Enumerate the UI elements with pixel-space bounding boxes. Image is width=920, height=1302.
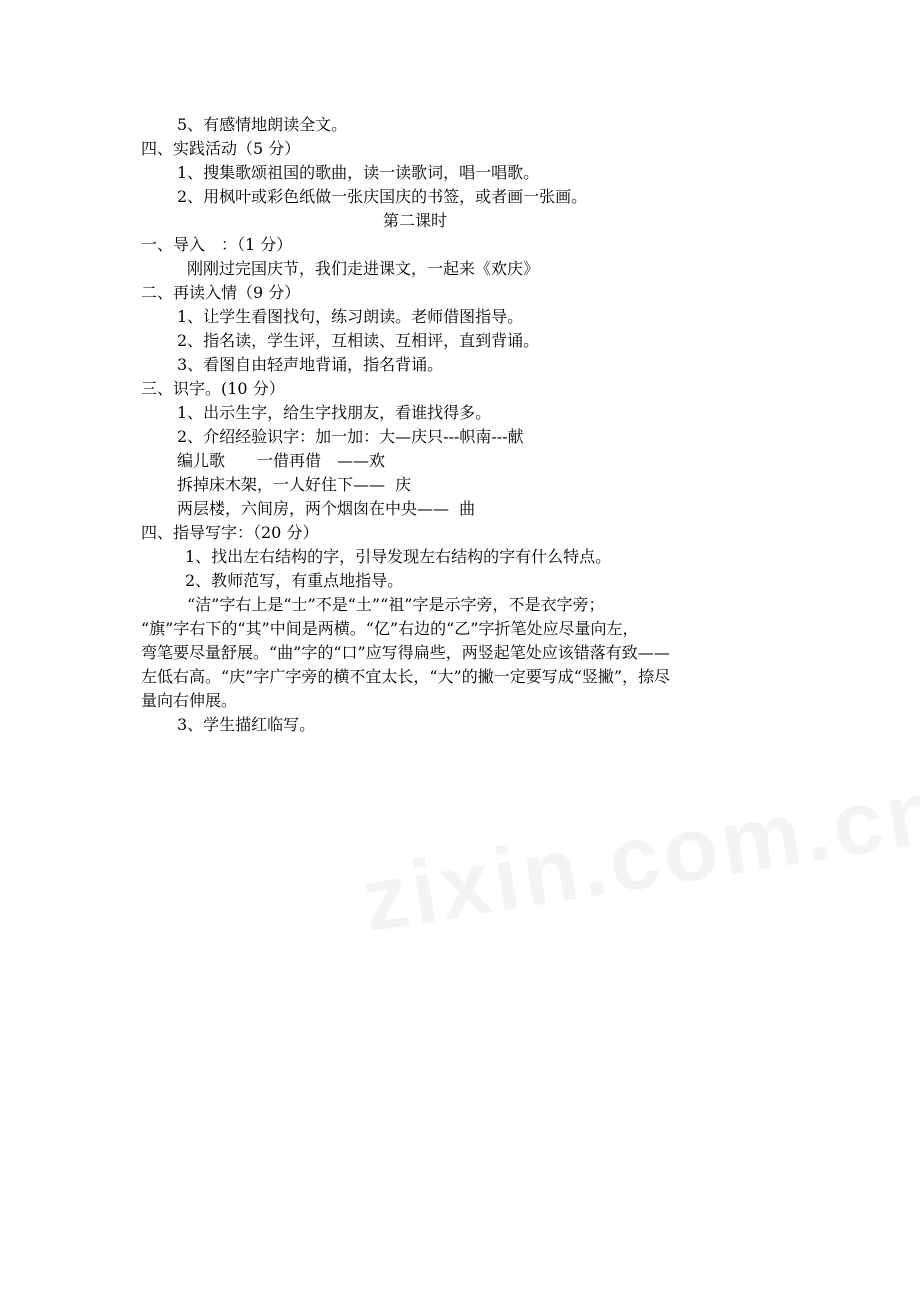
section-reread: 二、再读入情（9 分） — [141, 283, 301, 302]
literacy-item-2: 2、介绍经验识字：加一加：大—庆只---帜南---献 — [177, 427, 524, 446]
item-2-bookmark: 2、用枫叶或彩色纸做一张庆国庆的书签，或者画一张画。 — [177, 187, 588, 206]
writing-guidance-line-2: “旗”字右下的“其”中间是两横。“亿”右边的“乙”字折笔处应尽量向左， — [141, 619, 639, 638]
reread-item-1: 1、让学生看图找句，练习朗读。老师借图指导。 — [177, 307, 524, 326]
reread-item-3: 3、看图自由轻声地背诵，指名背诵。 — [177, 355, 444, 374]
writing-guidance-line-5: 量向右伸展。 — [141, 691, 238, 710]
rhyme-line-1: 编儿歌 一借再借 ——欢 — [177, 451, 386, 470]
writing-guidance-line-3: 弯笔要尽量舒展。“曲”字的“口”应写得扁些，两竖起笔处应该错落有致—— — [141, 643, 670, 662]
section-literacy: 三、识字。(10 分） — [141, 379, 285, 398]
writing-item-2: 2、教师范写，有重点地指导。 — [185, 571, 404, 590]
item-5-read-aloud: 5、有感情地朗读全文。 — [177, 115, 348, 134]
item-1-collect-songs: 1、搜集歌颂祖国的歌曲，读一读歌词，唱一唱歌。 — [177, 163, 540, 182]
lesson-heading: 第二课时 — [383, 211, 448, 230]
watermark — [356, 760, 920, 954]
rhyme-line-2: 拆掉床木架，一人好住下—— 庆 — [177, 475, 412, 494]
writing-guidance-line-1: “洁”字右上是“士”不是“土”“祖”字是示字旁，不是衣字旁； — [187, 595, 605, 614]
section-introduction: 一、导入 ：（1 分） — [141, 235, 293, 254]
writing-guidance-line-4: 左低右高。“庆”字广字旁的横不宜太长，“大”的撇一定要写成“竖撇”，捺尽 — [141, 667, 671, 686]
literacy-item-1: 1、出示生字，给生字找朋友，看谁找得多。 — [177, 403, 492, 422]
writing-item-1: 1、找出左右结构的字，引导发现左右结构的字有什么特点。 — [185, 547, 612, 566]
rhyme-line-3: 两层楼，六间房，两个烟囱在中央—— 曲 — [177, 499, 476, 518]
section-practice-activity: 四、实践活动（5 分） — [141, 139, 301, 158]
intro-text: 刚刚过完国庆节，我们走进课文，一起来《欢庆》 — [187, 259, 540, 278]
section-writing: 四、指导写字：（20 分） — [141, 523, 319, 542]
reread-item-2: 2、指名读，学生评，互相读、互相评，直到背诵。 — [177, 331, 540, 350]
writing-item-3: 3、学生描红临写。 — [177, 715, 316, 734]
